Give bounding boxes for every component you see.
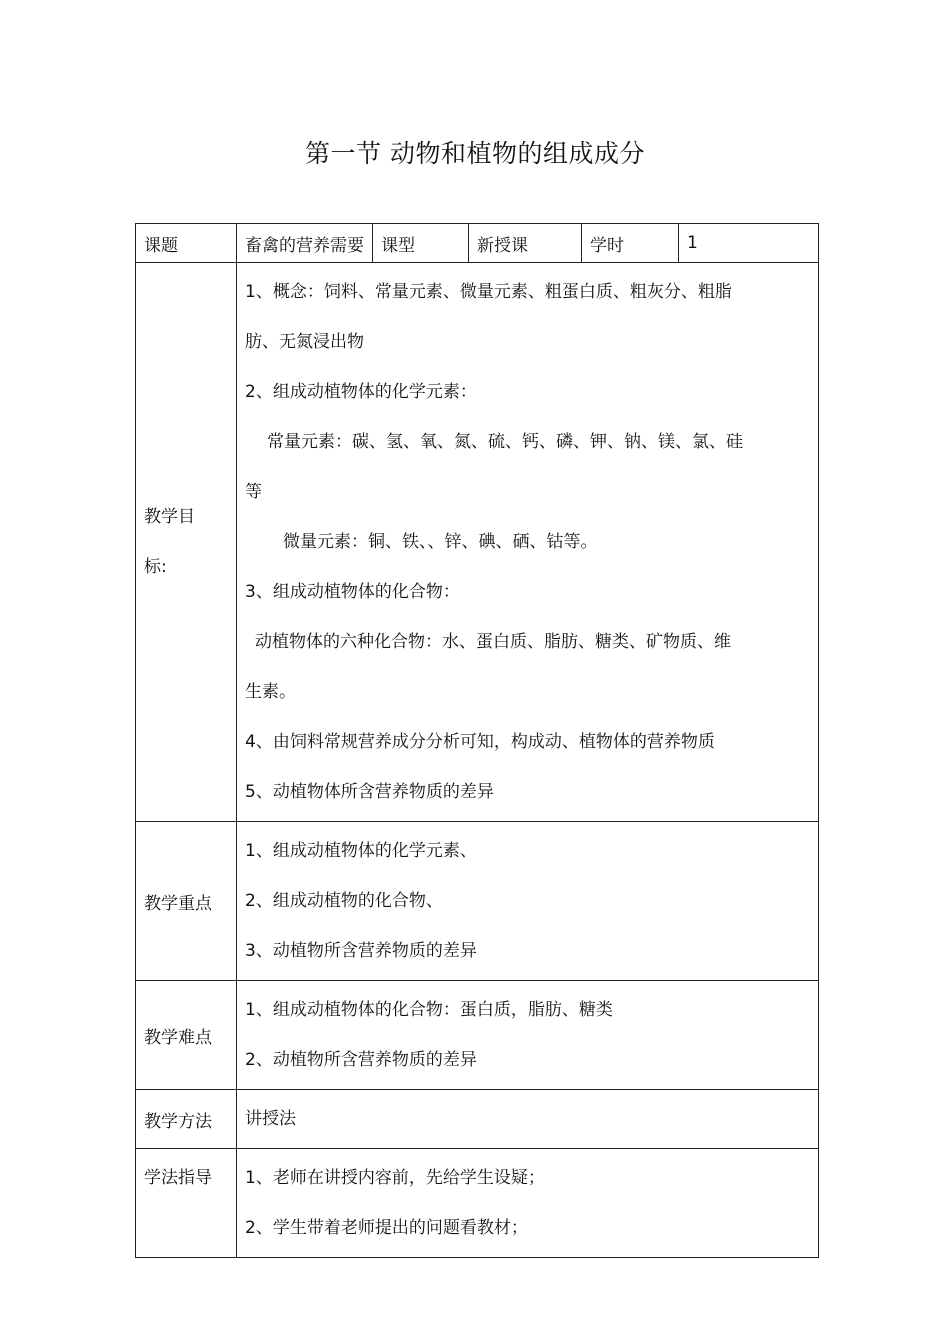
objective-line: 动植物体的六种化合物：水、蛋白质、脂肪、糖类、矿物质、维 xyxy=(255,632,731,652)
topic-value: 畜禽的营养需要 xyxy=(237,224,373,263)
objective-line: 1、概念：饲料、常量元素、微量元素、粗蛋白质、粗灰分、粗脂 xyxy=(245,282,732,302)
key-points-content xyxy=(237,822,819,981)
objective-line: 5、动植物体所含营养物质的差异 xyxy=(245,782,494,802)
difficult-point-line: 2、动植物所含营养物质的差异 xyxy=(245,1050,477,1070)
difficult-point-line: 1、组成动植物体的化合物：蛋白质，脂肪、糖类 xyxy=(245,1000,613,1020)
difficult-points-row xyxy=(136,981,819,1090)
method-label: 教学方法 xyxy=(136,1090,237,1149)
objective-line: 微量元素：铜、铁、、锌、碘、硒、钴等。 xyxy=(283,532,598,552)
topic-label: 课题 xyxy=(136,224,237,263)
key-point-line: 3、动植物所含营养物质的差异 xyxy=(245,941,477,961)
key-point-line: 2、组成动植物的化合物、 xyxy=(245,891,443,911)
type-value: 新授课 xyxy=(469,224,582,263)
objectives-row xyxy=(136,263,819,822)
objectives-label-line1: 教学目 xyxy=(144,507,195,527)
key-points-row xyxy=(136,822,819,981)
objective-line: 生素。 xyxy=(245,682,296,702)
objective-line: 3、组成动植物体的化合物： xyxy=(245,582,460,602)
objectives-label xyxy=(136,263,237,822)
objectives-label-line2: 标: xyxy=(144,557,167,577)
objective-line: 常量元素：碳、氢、氧、氮、硫、钙、磷、钾、钠、镁、氯、硅 xyxy=(267,432,743,452)
objective-line: 等 xyxy=(245,482,262,502)
key-point-line: 1、组成动植物体的化学元素、 xyxy=(245,841,477,861)
hours-label: 学时 xyxy=(582,224,679,263)
objective-line: 2、组成动植物体的化学元素： xyxy=(245,382,477,402)
key-points-label: 教学重点 xyxy=(136,822,237,981)
objectives-content xyxy=(237,263,819,822)
study-guide-line: 2、学生带着老师提出的问题看教材； xyxy=(245,1218,528,1238)
type-label: 课型 xyxy=(373,224,469,263)
study-guide-content xyxy=(237,1149,819,1258)
study-guide-label-cell xyxy=(136,1149,237,1258)
difficult-points-content xyxy=(237,981,819,1090)
study-guide-label: 学法指导 xyxy=(144,1168,212,1188)
method-row xyxy=(136,1090,819,1149)
method-value: 讲授法 xyxy=(245,1109,296,1129)
study-guide-line: 1、老师在讲授内容前，先给学生设疑； xyxy=(245,1168,545,1188)
method-content xyxy=(237,1090,819,1149)
lesson-plan-table xyxy=(135,223,819,1258)
hours-value: 1 xyxy=(679,224,819,263)
objective-line: 肪、无氮浸出物 xyxy=(245,332,364,352)
objective-line: 4、由饲料常规营养成分分析可知，构成动、植物体的营养物质 xyxy=(245,732,715,752)
study-guide-row xyxy=(136,1149,819,1258)
difficult-points-label: 教学难点 xyxy=(136,981,237,1090)
page-title: 第一节 动物和植物的组成成分 xyxy=(305,139,645,168)
header-row xyxy=(136,224,819,263)
